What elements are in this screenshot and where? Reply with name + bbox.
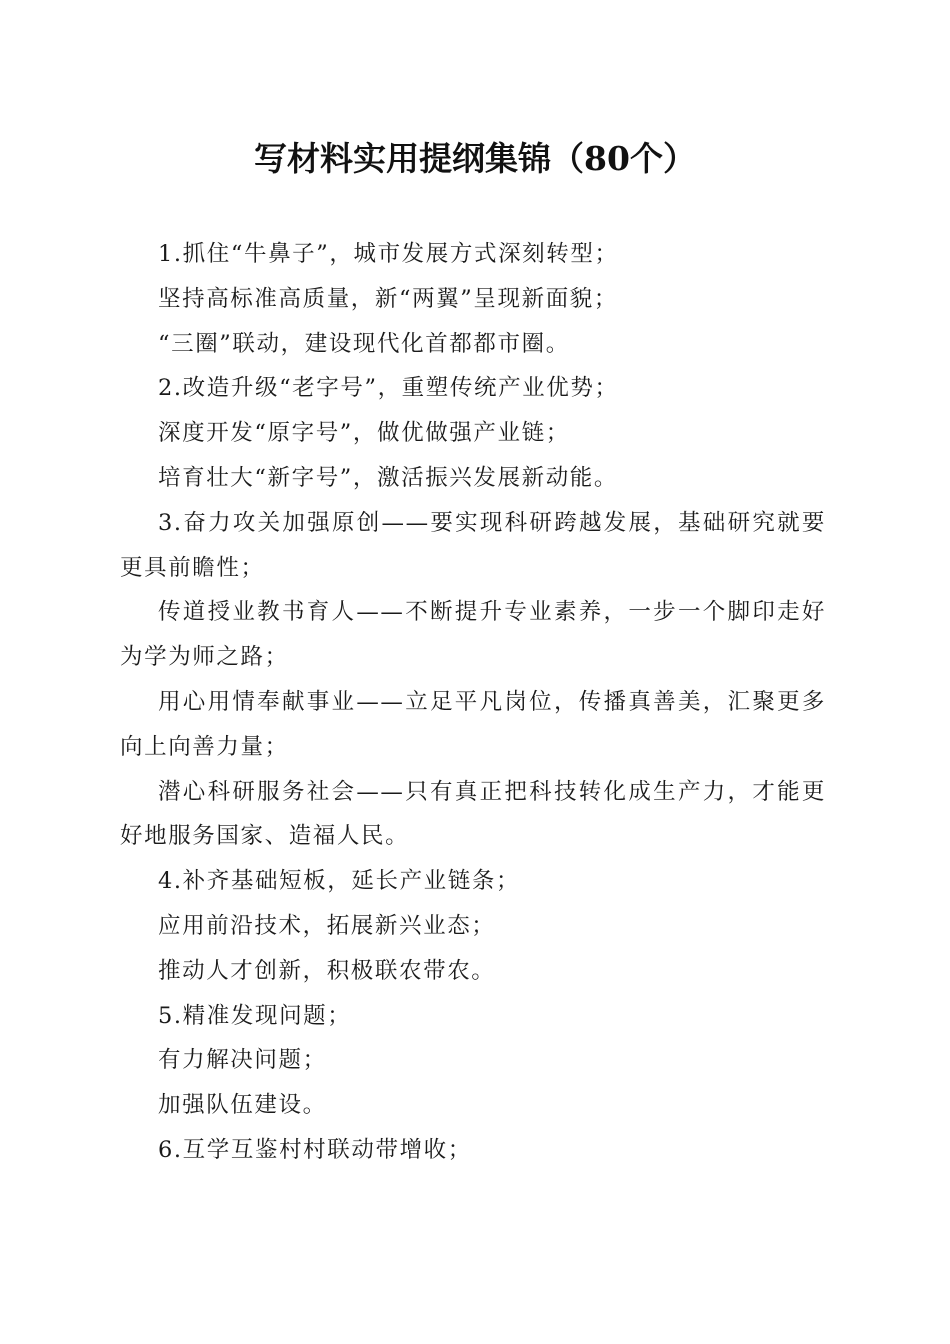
paragraph-11: 4.补齐基础短板，延长产业链条； [158, 868, 521, 895]
paragraph-10: 潜心科研服务社会——只有真正把科技转化成生产力，才能更好地服务国家、造福人民。 [120, 778, 826, 850]
paragraph-8: 传道授业教书育人——不断提升专业素养，一步一个脚印走好为学为师之路； [120, 599, 826, 671]
paragraph-17: 6.互学互鉴村村联动带增收； [158, 1136, 472, 1163]
paragraph-13: 推动人才创新，积极联农带农。 [158, 957, 496, 984]
paragraph-7: 3.奋力攻关加强原创——要实现科研跨越发展，基础研究就要更具前瞻性； [120, 509, 826, 581]
paragraph-14: 5.精准发现问题； [158, 1002, 352, 1029]
document-body [120, 232, 826, 1173]
paragraph-15: 有力解决问题； [158, 1047, 327, 1074]
paragraph-4: 2.改造升级“老字号”，重塑传统产业优势； [158, 375, 619, 402]
paragraph-1: 1.抓住“牛鼻子”，城市发展方式深刻转型； [158, 241, 619, 267]
document-title: 写材料实用提纲集锦（80个） [254, 139, 696, 178]
paragraph-9: 用心用情奉献事业——立足平凡岗位，传播真善美，汇聚更多向上向善力量； [120, 688, 826, 760]
paragraph-5: 深度开发“原字号”，做优做强产业链； [158, 420, 570, 447]
paragraph-16: 加强队伍建设。 [158, 1092, 327, 1119]
paragraph-12: 应用前沿技术，拓展新兴业态； [158, 912, 496, 939]
paragraph-2: 坚持高标准高质量，新“两翼”呈现新面貌； [158, 285, 619, 312]
paragraph-3: “三圈”联动，建设现代化首都都市圈。 [158, 330, 570, 357]
paragraph-6: 培育壮大“新字号”，激活振兴发展新动能。 [158, 464, 619, 491]
